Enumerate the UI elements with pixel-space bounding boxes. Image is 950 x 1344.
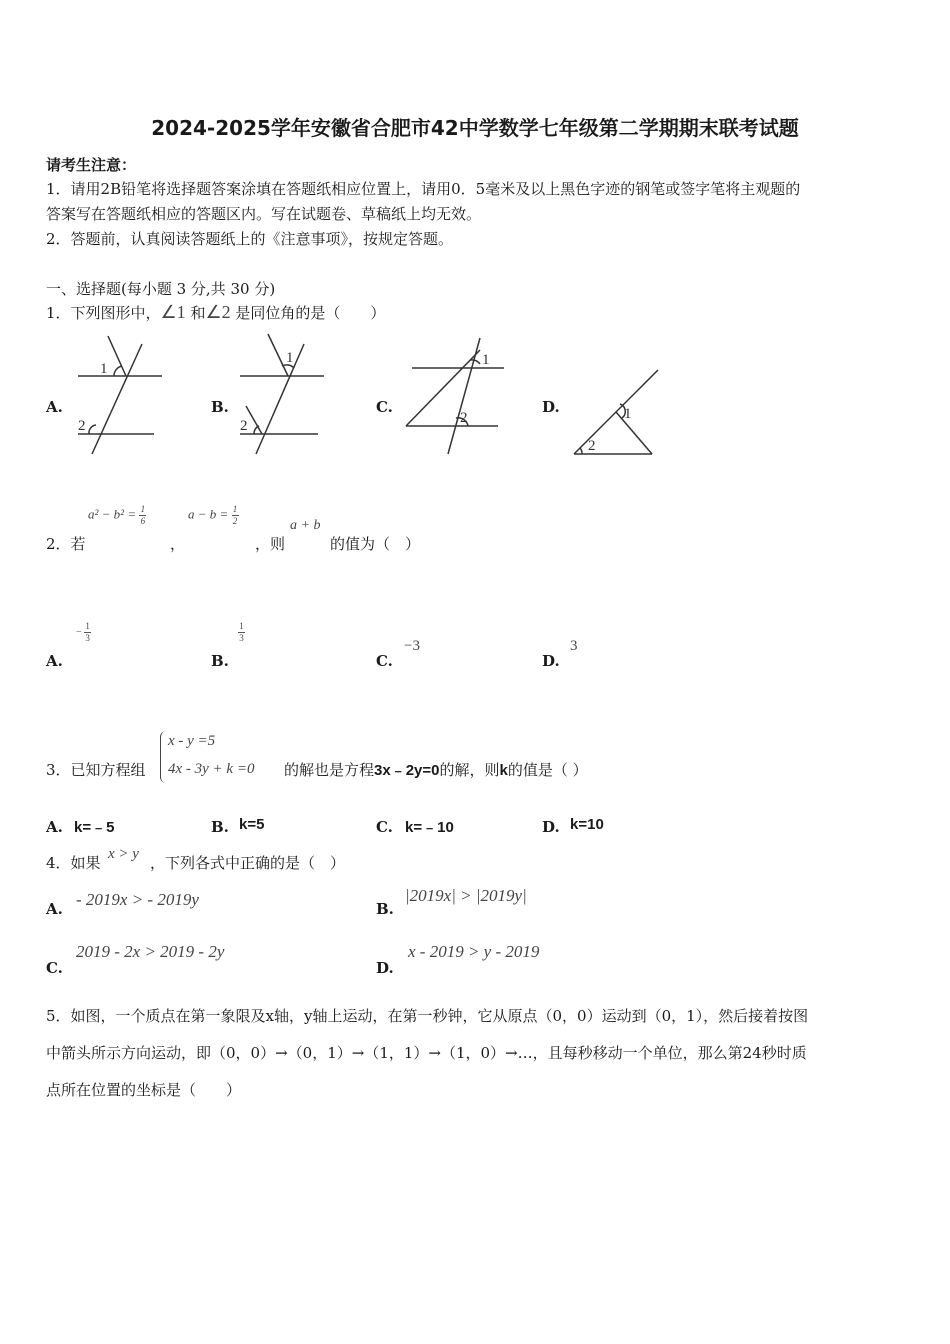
q2-option-b-fraction (238, 622, 245, 643)
q3-suffix-a: 的解也是方程 (284, 761, 375, 779)
page-title: 2024-2025学年安徽省合肥市42中学数学七年级第二学期期末联考试题 (151, 116, 799, 140)
q2-fraction-one-sixth (139, 505, 146, 526)
q2-comma: ， (170, 535, 186, 553)
notice-item-1-line-2: 答案写在答题纸相应的答题区内。写在试题卷、草稿纸上均无效。 (46, 205, 482, 223)
q2-option-c-value: −3 (404, 638, 420, 654)
q2-option-c-label: C. (376, 652, 393, 670)
figure-a-angle-1-label: 1 (100, 361, 108, 377)
figure-c-angle-1-label: 1 (482, 352, 490, 368)
q3-option-d-value: k=10 (570, 816, 604, 833)
q2-option-b-denominator: 3 (239, 633, 244, 643)
q2-frac-numerator: 1 (140, 504, 146, 514)
q3-equation: 3x﹣2y=0 (374, 762, 440, 779)
q3-prefix: 3．已知方程组 (46, 761, 146, 779)
q2-frac-numerator: 1 (232, 504, 238, 514)
q5-line-2: 中箭头所示方向运动，即（0，0）→（0，1）→（1，1）→（1，0）→…，且每秒移动一个单位，那么第24秒时质 (46, 1044, 807, 1062)
notice-item-2: 2．答题前，认真阅读答题纸上的《注意事项》，按规定答题。 (46, 230, 454, 248)
q2-target-expression: a + b (290, 518, 321, 533)
q5-line-1: 5．如图，一个质点在第一象限及x轴，y轴上运动，在第一秒钟，它从原点（0，0）运动到（0，1），然后接着按图 (46, 1007, 809, 1025)
figure-a-angle-2-label: 2 (78, 418, 86, 434)
q2-then: ，则 (255, 535, 286, 553)
q1-figure-b (232, 332, 332, 460)
q2-option-d-label: D. (542, 652, 560, 670)
figure-b-angle-2-label: 2 (240, 418, 248, 434)
q3-stem-rest (284, 759, 588, 780)
q2-fraction-one-half (232, 505, 239, 526)
q3-suffix-b: 的解，则 (439, 761, 500, 779)
q2-frac-denominator: 2 (232, 516, 238, 526)
q2-option-a-numerator: 1 (85, 621, 90, 631)
figure-d-angle-2-label: 2 (588, 438, 596, 454)
q3-option-c-label: C. (376, 818, 393, 836)
q2-option-a-sign: − (76, 626, 82, 638)
q1-option-b-label: B. (211, 398, 229, 416)
q1-figure-d (566, 366, 666, 460)
q2-option-b-label: B. (211, 652, 229, 670)
q1-figure-c (400, 334, 510, 462)
q2-option-a-fraction (84, 622, 91, 643)
q3-suffix-c: 的值是（ ） (507, 761, 588, 779)
q1-prefix: 1．下列图形中， (46, 304, 161, 322)
notice-item-1-line-1: 1．请用2B铅笔将选择题答案涂填在答题纸相应位置上，请用0．5毫米及以上黑色字迹的钢笔或签字笔将主观题的 (46, 180, 801, 198)
q4-option-b-value: |2019x| > |2019y| (405, 886, 527, 905)
q1-mid: 和 (185, 304, 206, 322)
q2-option-d-value: 3 (570, 638, 578, 654)
q4-option-d-value: x - 2019 > y - 2019 (408, 942, 540, 961)
q2-option-a-label: A. (46, 652, 63, 670)
q4-option-a-value: - 2019x > - 2019y (76, 890, 199, 909)
q3-option-b-label: B. (211, 818, 229, 836)
q4-option-c-value: 2019 - 2x > 2019 - 2y (76, 942, 225, 961)
q2-option-b-numerator: 1 (239, 621, 244, 631)
q2-equation-2-text: a − b = (188, 506, 232, 522)
q4-option-a-label: A. (46, 900, 63, 918)
q5-line-3: 点所在位置的坐标是（ ） (46, 1081, 242, 1099)
q1-option-a-label: A. (46, 398, 63, 416)
section-heading: 一、选择题(每小题 3 分,共 30 分) (46, 280, 276, 298)
q2-equation-1-text: a² − b² = (88, 506, 140, 522)
figure-b-angle-1-label: 1 (286, 350, 294, 366)
q1-option-c-label: C. (376, 398, 393, 416)
question-1-stem (46, 302, 385, 323)
q2-frac-denominator: 6 (140, 516, 146, 526)
q3-option-a-label: A. (46, 818, 63, 836)
q1-option-d-label: D. (542, 398, 560, 416)
q4-option-b-label: B. (376, 900, 394, 918)
q4-suffix: ，下列各式中正确的是（ ） (150, 854, 346, 872)
q2-equation-1 (88, 505, 146, 526)
q4-option-c-label: C. (46, 959, 63, 977)
q2-suffix: 的值为（ ） (330, 535, 421, 553)
q1-suffix: 是同位角的是（ ） (230, 304, 386, 322)
q3-system-brace (160, 731, 167, 783)
q1-angle-1: ∠1 (160, 302, 186, 322)
q3-system-equation-1: x - y =5 (168, 733, 216, 749)
notice-heading: 请考生注意： (46, 156, 137, 174)
q2-option-b-value (238, 622, 245, 643)
figure-c-angle-2-label: 2 (460, 410, 468, 426)
q2-prefix: 2．若 (46, 535, 86, 553)
q3-option-c-value: k=﹣10 (405, 819, 454, 836)
q3-option-b-value: k=5 (239, 816, 265, 833)
q1-angle-2: ∠2 (205, 302, 231, 322)
q4-condition: x > y (108, 846, 139, 862)
q4-prefix: 4．如果 (46, 854, 101, 872)
q2-option-a-denominator: 3 (85, 633, 90, 643)
q3-option-d-label: D. (542, 818, 560, 836)
q2-equation-2 (188, 505, 239, 526)
q3-option-a-value: k=﹣5 (74, 819, 115, 836)
q2-option-a-value (76, 622, 91, 643)
q3-system-equation-2: 4x - 3y + k =0 (168, 761, 255, 777)
q4-option-d-label: D. (376, 959, 394, 977)
q1-figure-a (70, 332, 170, 460)
figure-d-angle-1-label: 1 (624, 406, 632, 422)
q3-k: k (499, 762, 508, 779)
